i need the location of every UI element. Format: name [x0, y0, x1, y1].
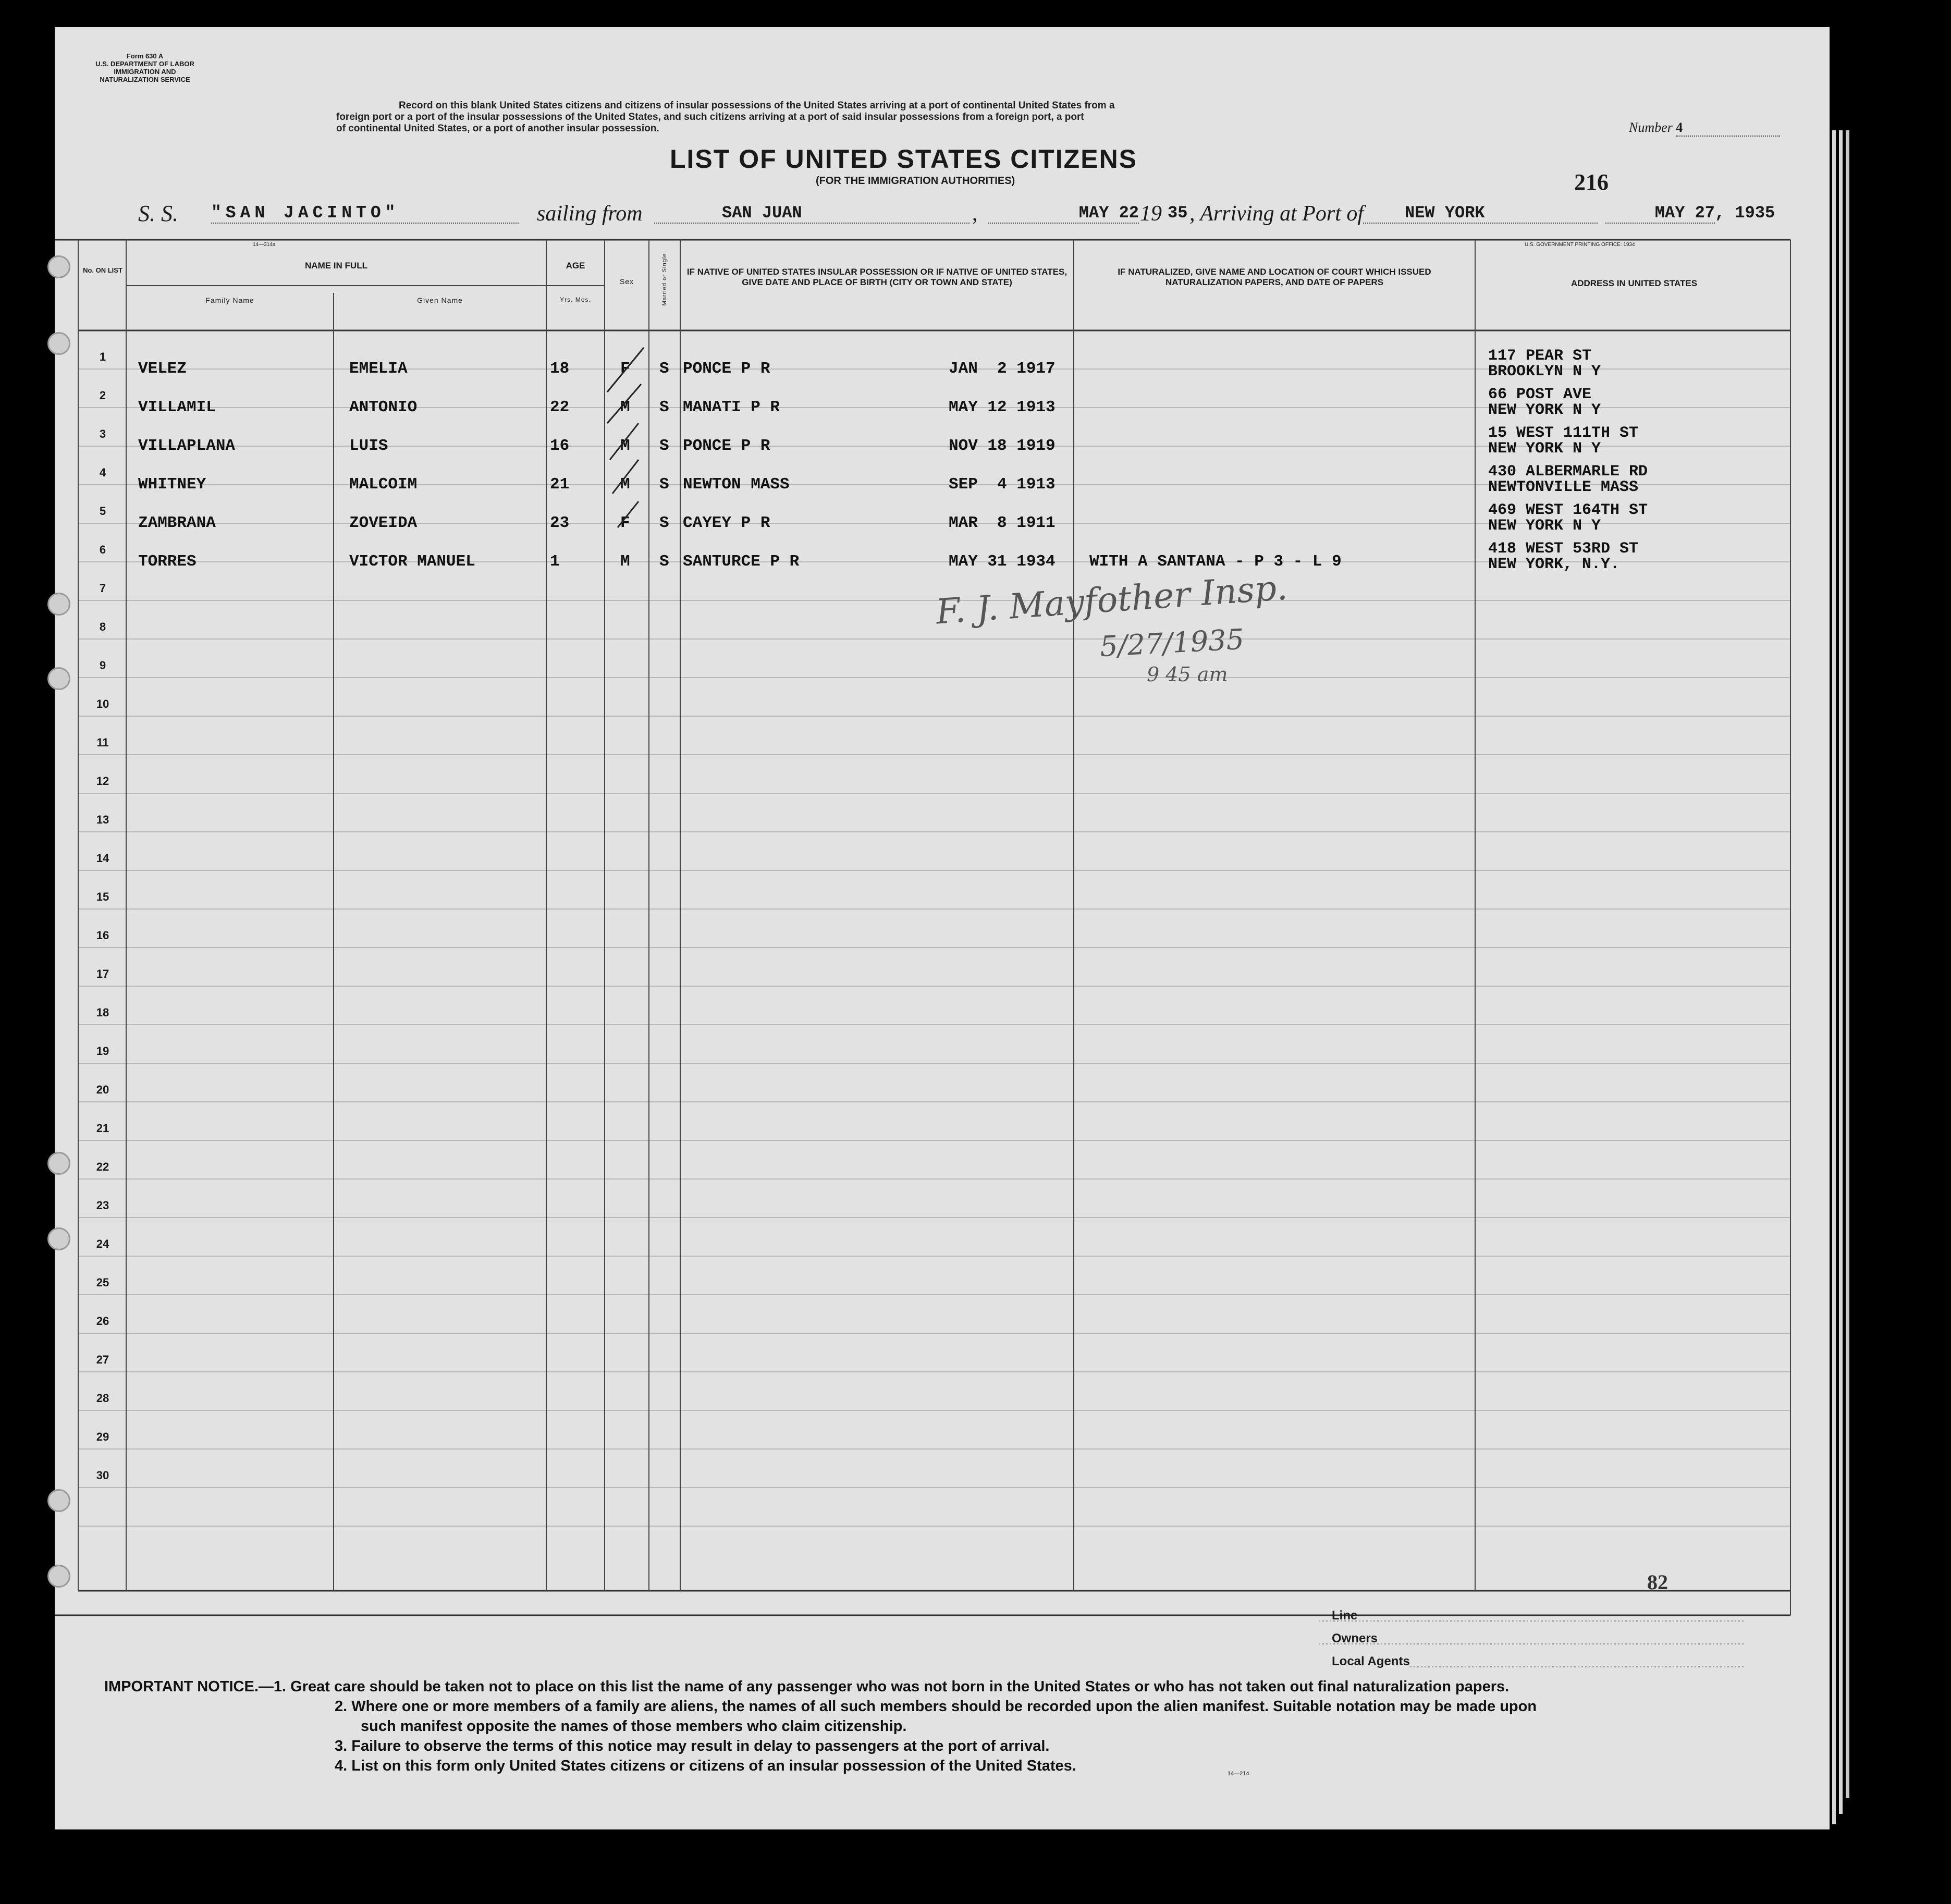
- notice-label: IMPORTANT NOTICE.: [104, 1678, 259, 1695]
- marital-status-cell: S: [659, 514, 669, 532]
- arrival-year: , 1935: [1715, 203, 1775, 223]
- row-number: 12: [96, 775, 109, 788]
- family-name-cell: WHITNEY: [138, 475, 206, 494]
- sex-cell: M: [620, 475, 630, 494]
- punch-hole: [47, 1152, 70, 1175]
- row-number: 22: [96, 1160, 109, 1173]
- row-number: 11: [96, 736, 109, 749]
- col-birth: IF NATIVE OF UNITED STATES INSULAR POSSESSION OR IF NATIVE OF UNITED STATES, GIVE DATE AND PLACE OF BIRTH (CITY OR TOWN AND STATE): [686, 267, 1067, 287]
- row-number: 27: [96, 1353, 109, 1366]
- sheet-edge: [1832, 130, 1836, 1824]
- row-number: 18: [96, 1006, 109, 1019]
- marital-status-cell: S: [659, 552, 669, 571]
- birthdate-cell: MAY 31 1934: [949, 552, 1056, 571]
- address-line-2: NEW YORK N Y: [1488, 440, 1601, 458]
- punch-hole: [47, 667, 70, 690]
- address-line-1: 430 ALBERMARLE RD: [1488, 463, 1648, 481]
- arrival-date: MAY 27: [1605, 203, 1715, 224]
- marital-status-cell: S: [659, 398, 669, 416]
- age-cell: 16: [550, 437, 570, 455]
- line-field: Line: [1332, 1608, 1358, 1623]
- form-number: Form 630 A: [126, 52, 164, 60]
- family-name-cell: VELEZ: [138, 360, 187, 378]
- punch-hole: [47, 255, 70, 278]
- col-address: ADDRESS IN UNITED STATES: [1570, 278, 1698, 288]
- punch-hole: [47, 1565, 70, 1588]
- birthplace-cell: PONCE P R: [683, 437, 770, 455]
- age-cell: 22: [550, 398, 570, 416]
- year-suffix: 35: [1168, 203, 1188, 223]
- address-line-1: 15 WEST 111TH ST: [1488, 424, 1639, 442]
- marital-status-cell: S: [659, 360, 669, 378]
- col-no-on-list: No. ON LIST: [83, 266, 122, 274]
- sex-cell: M: [620, 437, 630, 455]
- row-number: 10: [96, 697, 109, 710]
- col-given-name: Given Name: [417, 296, 463, 304]
- family-name-cell: VILLAMIL: [138, 398, 216, 416]
- punch-hole: [47, 1227, 70, 1250]
- row-number: 6: [99, 543, 106, 556]
- given-name-cell: EMELIA: [349, 360, 408, 378]
- arrival-port: NEW YORK: [1363, 203, 1598, 224]
- address-cell: [1488, 502, 1648, 534]
- address-cell: [1488, 387, 1601, 418]
- address-line-2: NEW YORK N Y: [1488, 401, 1601, 419]
- sex-cell: F: [620, 360, 630, 378]
- birthplace-cell: CAYEY P R: [683, 514, 770, 532]
- birthplace-cell: MANATI P R: [683, 398, 780, 416]
- department-name: U.S. DEPARTMENT OF LABOR: [95, 60, 194, 68]
- inspection-time: 9 45 am: [1147, 663, 1228, 686]
- comma: ,: [972, 202, 978, 226]
- col-naturalized: IF NATURALIZED, GIVE NAME AND LOCATION OF COURT WHICH ISSUED NATURALIZATION PAPERS, AND DATE OF PAPERS: [1118, 267, 1431, 287]
- age-cell: 23: [550, 514, 570, 532]
- instruction-line: Record on this blank United States citizens and citizens of insular possessions of the United States arriving at a port of continental United States from a: [399, 100, 1115, 111]
- footer-code: 14—214: [1228, 1771, 1249, 1777]
- page-subtitle: (FOR THE IMMIGRATION AUTHORITIES): [816, 175, 1015, 187]
- birthdate-cell: MAY 12 1913: [949, 398, 1056, 416]
- age-cell: 21: [550, 475, 570, 494]
- manifest-sheet: [55, 27, 1830, 1829]
- age-cell: 1: [550, 552, 560, 571]
- address-cell: [1488, 348, 1601, 379]
- service-name-2: NATURALIZATION SERVICE: [100, 76, 190, 83]
- row-number: 13: [96, 813, 109, 826]
- birthdate-cell: MAR 8 1911: [949, 514, 1056, 532]
- naturalization-cell: WITH A SANTANA - P 3 - L 9: [1089, 552, 1342, 571]
- given-name-cell: VICTOR MANUEL: [349, 552, 475, 571]
- row-number: 17: [96, 967, 109, 980]
- row-number: 19: [96, 1045, 109, 1058]
- row-number: 30: [96, 1469, 109, 1482]
- row-number: 21: [96, 1122, 109, 1135]
- row-number: 1: [99, 350, 106, 363]
- marital-status-cell: S: [659, 475, 669, 494]
- family-name-cell: ZAMBRANA: [138, 514, 216, 532]
- row-number: 24: [96, 1237, 109, 1250]
- given-name-cell: ZOVEIDA: [349, 514, 418, 532]
- address-cell: [1488, 425, 1638, 457]
- row-number: 9: [99, 659, 106, 672]
- instruction-line: foreign port or a port of the insular possessions of the United States, and such citizens arriving at a port of said insular possessions from a foreign port, a port: [336, 112, 1084, 122]
- form-code-small: 14—314a: [253, 242, 276, 248]
- number-value: 4: [1676, 120, 1780, 137]
- tick-marks: [586, 335, 654, 543]
- inspector-signature: F. J. Mayfother Insp.: [935, 567, 1289, 632]
- birthdate-cell: NOV 18 1919: [949, 437, 1056, 455]
- instruction-line: of continental United States, or a port of another insular possession.: [336, 123, 659, 134]
- punch-hole: [47, 332, 70, 355]
- address-cell: [1488, 541, 1638, 572]
- family-name-cell: VILLAPLANA: [138, 437, 236, 455]
- given-name-cell: LUIS: [349, 437, 388, 455]
- service-name-1: IMMIGRATION AND: [114, 68, 176, 76]
- age-cell: 18: [550, 360, 570, 378]
- address-line-2: NEWTONVILLE MASS: [1488, 478, 1639, 496]
- number-field: [1629, 120, 1780, 137]
- family-name-cell: TORRES: [138, 552, 197, 571]
- punch-hole: [47, 593, 70, 616]
- from-port: SAN JUAN: [654, 203, 970, 224]
- birthdate-cell: SEP 4 1913: [949, 475, 1056, 494]
- form-instructions: [336, 100, 1115, 134]
- row-number: 3: [99, 427, 106, 440]
- birthdate-cell: JAN 2 1917: [949, 360, 1056, 378]
- sex-cell: M: [620, 552, 630, 571]
- sheet-number: 216: [1574, 169, 1609, 195]
- given-name-cell: ANTONIO: [349, 398, 418, 416]
- number-label: Number: [1629, 120, 1673, 135]
- notice-item-2-cont: such manifest opposite the names of those members who claim citizenship.: [361, 1718, 907, 1735]
- address-line-2: NEW YORK N Y: [1488, 517, 1601, 535]
- address-line-2: BROOKLYN N Y: [1488, 363, 1601, 380]
- local-agents-field: Local Agents: [1332, 1654, 1410, 1668]
- address-line-1: 117 PEAR ST: [1488, 347, 1592, 365]
- row-number: 8: [99, 620, 106, 633]
- col-age: AGE: [566, 261, 585, 271]
- sex-cell: M: [620, 398, 630, 416]
- row-number: 23: [96, 1199, 109, 1212]
- notice-item-2: 2. Where one or more members of a family are aliens, the names of all such members should be recorded upon the alien manifest. Suitable notation may be made upon: [335, 1698, 1537, 1715]
- birthplace-cell: NEWTON MASS: [683, 475, 790, 494]
- sheet-edge: [1846, 130, 1849, 1798]
- col-yrs-mos: Yrs. Mos.: [560, 296, 591, 303]
- row-number: 20: [96, 1083, 109, 1096]
- sail-date: MAY 22: [988, 203, 1139, 224]
- ship-name: "SAN JACINTO": [211, 203, 519, 224]
- sheet-edge: [1839, 130, 1843, 1814]
- row-number: 28: [96, 1392, 109, 1405]
- row-number: 4: [99, 466, 106, 479]
- important-notice: [104, 1677, 1537, 1776]
- printer-note: U.S. GOVERNMENT PRINTING OFFICE: 1934: [1525, 242, 1635, 248]
- form-id-block: [59, 52, 231, 83]
- row-number: 7: [99, 582, 106, 595]
- ss-label: S. S.: [138, 201, 178, 226]
- address-line-2: NEW YORK, N.Y.: [1488, 556, 1620, 573]
- row-number: 29: [96, 1430, 109, 1443]
- arriving-label: , Arriving at Port of: [1189, 202, 1364, 226]
- sex-cell: F: [620, 514, 630, 532]
- address-cell: [1488, 464, 1648, 495]
- page-title: LIST OF UNITED STATES CITIZENS: [670, 144, 1138, 174]
- notice-item-4: 4. List on this form only United States citizens or citizens of an insular possession of the United States.: [335, 1758, 1076, 1774]
- year-prefix: 19: [1140, 202, 1162, 226]
- address-line-1: 418 WEST 53RD ST: [1488, 540, 1639, 558]
- row-number: 14: [96, 852, 109, 865]
- notice-item-1: —1. Great care should be taken not to place on this list the name of any passenger who was not born in the United States or who has not taken out final naturalization papers.: [258, 1678, 1510, 1695]
- notice-item-3: 3. Failure to observe the terms of this notice may result in delay to passengers at the port of arrival.: [335, 1738, 1050, 1754]
- punch-hole: [47, 1489, 70, 1512]
- row-number: 5: [99, 505, 106, 518]
- sailing-label: sailing from: [537, 202, 643, 226]
- row-number: 16: [96, 929, 109, 942]
- address-line-1: 469 WEST 164TH ST: [1488, 501, 1648, 519]
- row-number: 2: [99, 389, 106, 402]
- given-name-cell: MALCOIM: [349, 475, 418, 494]
- birthplace-cell: PONCE P R: [683, 360, 770, 378]
- birthplace-cell: SANTURCE P R: [683, 552, 800, 571]
- inspection-date: 5/27/1935: [1099, 622, 1245, 664]
- page-mark: 82: [1647, 1570, 1668, 1594]
- col-family-name: Family Name: [205, 296, 254, 304]
- row-number: 15: [96, 890, 109, 903]
- marital-status-cell: S: [659, 437, 669, 455]
- owners-field: Owners: [1332, 1631, 1378, 1645]
- col-married: Married or Single: [661, 253, 668, 306]
- col-sex: Sex: [619, 277, 634, 286]
- row-number: 25: [96, 1276, 109, 1289]
- row-number: 26: [96, 1315, 109, 1328]
- address-line-1: 66 POST AVE: [1488, 386, 1592, 403]
- col-name-in-full: NAME IN FULL: [305, 261, 367, 271]
